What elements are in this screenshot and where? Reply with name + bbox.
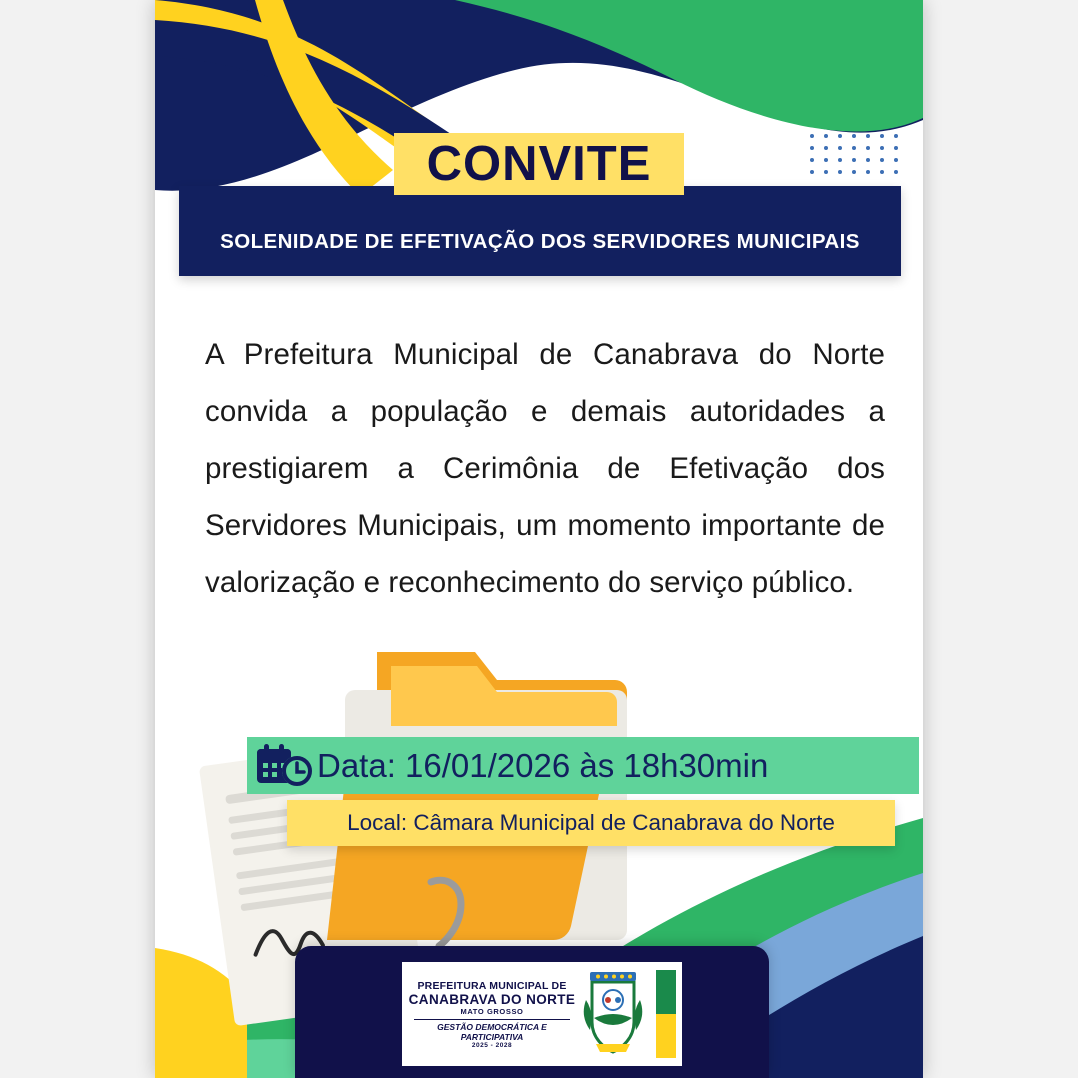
logo-divider: [414, 1019, 570, 1020]
logo-line-4: GESTÃO DEMOCRÁTICA E PARTICIPATIVA: [437, 1021, 547, 1042]
logo-line-1: PREFEITURA MUNICIPAL DE: [417, 979, 567, 992]
poster-body-text: A Prefeitura Municipal de Canabrava do Norte convida a população e demais autoridades a prestigiarem a Cerimônia de Efetivação dos Servidores Municipais, um momento importante de valorização e reconhecimento do serviço público.: [205, 337, 885, 599]
calendar-clock-icon: [255, 743, 315, 789]
poster-title-badge: [394, 133, 684, 195]
dot-grid-decoration: [809, 133, 901, 175]
coat-of-arms-icon: [578, 966, 664, 1062]
city-hall-logo: [402, 962, 682, 1066]
logo-card: [295, 946, 769, 1078]
flag-stripe: [656, 970, 676, 1058]
poster-subtitle-bar: [179, 186, 901, 276]
logo-line-2: CANABRAVA DO NORTE: [408, 991, 576, 1007]
poster-subtitle: SOLENIDADE DE EFETIVAÇÃO DOS SERVIDORES MUNICIPAIS: [220, 230, 860, 253]
poster-title: CONVITE: [426, 137, 652, 191]
logo-text-block: [402, 980, 576, 1049]
event-date-text: Data: 16/01/2026 às 18h30min: [317, 746, 769, 784]
event-place-text: Local: Câmara Municipal de Canabrava do Norte: [347, 810, 835, 835]
event-date-bar: [247, 737, 919, 794]
poster-canvas: [155, 0, 923, 1078]
logo-line-3: MATO GROSSO: [460, 1006, 524, 1016]
event-place-bar: [287, 800, 895, 846]
logo-line-5: 2025 - 2028: [471, 1041, 513, 1049]
